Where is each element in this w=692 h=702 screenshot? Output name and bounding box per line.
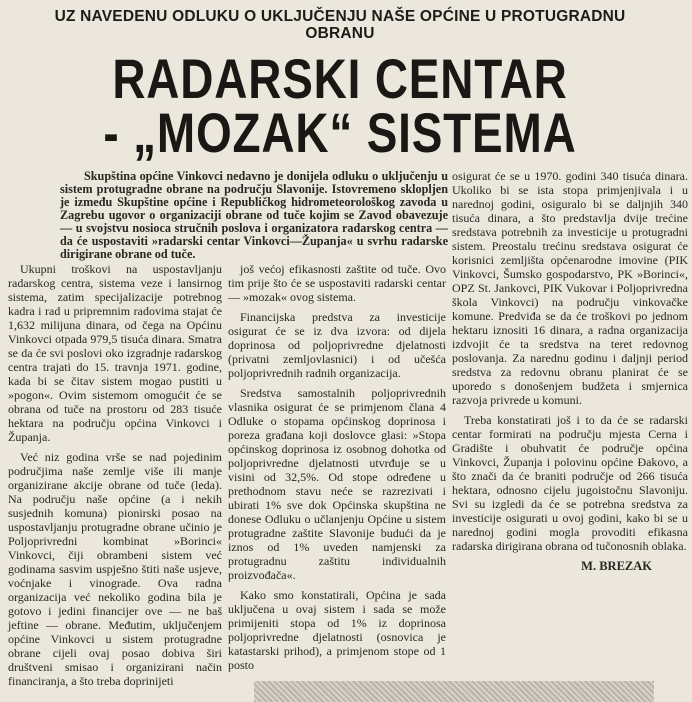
column-2 — [228, 262, 446, 678]
byline: M. BREZAK — [581, 559, 652, 573]
paragraph: Financijska predstva za investicije osigurat će se iz dva izvora: od dijela doprinosa od poljoprivredne djelatnosti (privatni zemljovlasnici) i od učešća poljoprivrednih radnih organizacija. — [228, 310, 446, 380]
lead-paragraph: Skupština općine Vinkovci nedavno je donijela odluku o uključenju u sistem protugradne obrane na području Slavonije. Istovremeno sklopljen je između Skupštine općine i Republičkog hidrometeorološkog zavoda u Zagrebu ugovor o organizaciji obrane od tuče kojim se Zavod obavezuje — u svojstvu nosioca stručnih poslova i organizatora radarskog centra — da će uspostaviti »radarski centar Vinkovci—Županja« u svrhu radarske dirigirane obrane od tuče. — [60, 169, 448, 261]
paragraph: osigurat će se u 1970. godini 340 tisuća dinara. Ukoliko bi se ista stopa primjenjivala i u narednoj godini, osiguralo bi se daljnjih 340 tisuća dinara, a što predstavlja dvije trećine sredstava potrebnih za investicije u protugradni sistem. Preostalu trećinu sredstava osigurat će korisnici zemljišta općenarodne imovine (PIK Vinkovci, Šumsko gospodarstvo, PK »Borinci«, OPZ St. Jankovci, PIK Vukovar i Poljoprivredna škola Vinkovci) na području vinkovačke komune. Predviđa se da će troškovi po jednom hektaru iznositi 16 dinara, a radna organizacija izdvojit će ta sredstva na teret redovnog poslovanja. Za narednu godinu i daljnji period sredstva za redovnu obranu planirat će se uporedo s donošenjem budžeta i smjernica razvoja privrede u komuni. — [452, 169, 688, 407]
headline — [94, 47, 586, 164]
paragraph: Treba konstatirati još i to da će se radarski centar formirati na području mjesta Cerna i Gradište i obuhvatit će područje općina Vinkovci, Županja i polovinu općine Đakovo, a što znači da će braniti područje od 266 tisuća hektara, odnosno cijelu jugoistočnu Slavoniju. Svi su izgledi da će se potrebna sredstva za investicije osigurati u ovoj godini, kako bi se u narednoj godini mogla provoditi efikasna radarska dirigirana obrana od tučonosnih oblaka. — [452, 413, 688, 553]
headline-line-1: RADARSKI CENTAR — [112, 47, 568, 110]
photo-strip — [254, 681, 654, 702]
headline-line-2: - „MOZAK“ SISTEMA — [103, 101, 577, 164]
paragraph: Već niz godina vrše se nad pojedinim područjima naše zemlje više ili manje organizirane akcije obrane od tuče (leda). Na području naše općine (a i nekih susjednih komuna) pionirski posao na uspostavljanju protugradne obrane učinio je Poljoprivredni kombinat »Borinci« Vinkovci, čiji obrambeni sistem već godinama sasvim uspješno štiti naše usjeve, voćnjake i vinograde. Ova radna organizacija već nekoliko godina bila je gotovo i jedini financijer ove — ne baš jeftine — obrane. Međutim, uključenjem općine Vinkovci u sistem protugradne obrane cijeli ovaj posao dobiva širi društveni smisao i organizirani način financiranja, a što treba doprinijeti — [8, 450, 222, 688]
paragraph: Sredstva samostalnih poljoprivrednih vlasnika osigurat će se primjenom člana 4 Odluke o stopama općinskog doprinosa i poreza građana koji doslovce glasi: »Stopa općinskog doprinosa iz osobnog dohotka od poljoprivredne djelatnosti utvrđuje se u visini od 32,5%. Od stope određene u prethodnom stavu neće se razrezivati i ubirati 1% sve dok Općinska skupština ne donese Odluku o učlanjenju Općine u sistem protugradne zaštite Slavonije budući da je iznos od 1% uveden namjenski za protugradnu zaštitu individualnih proizvođača«. — [228, 386, 446, 582]
paragraph: Ukupni troškovi na uspostavljanju radarskog centra, sistema veze i lansirnog sistema, zatim specijalizacije potrebnog kadra i rad u pripremnim radovima stajat će 1,632 milijuna dinara, od čega na Općinu Vinkovci otpada 979,5 tisuća dinara. Smatra se da će svi poslovi oko izgradnje radarskog centra trajati do 15. travnja 1971. godine, kada bi se čitav sistem mogao pustiti u »pogon«. Ovim sistemom omogućit će se obrana od tuče na prostoru od 283 tisuće hektara na području općina Vinkovci i Županja. — [8, 262, 222, 444]
column-3 — [452, 169, 688, 573]
paragraph: još većoj efikasnosti zaštite od tuče. Ovo tim prije što će se uspostaviti radarski centar — »mozak« ovog sistema. — [228, 262, 446, 304]
kicker: UZ NAVEDENU ODLUKU O UKLJUČENJU NAŠE OPĆINE U PROTUGRADNU OBRANU — [54, 8, 626, 42]
column-1 — [8, 262, 222, 694]
paragraph: Kako smo konstatirali, Općina je sada uključena u ovaj sistem i sada se može primijeniti stopa od 1% iz doprinosa poljoprivredne djelatnosti (osnovica je katastarski prihod), a primjenom stope od 1 posto — [228, 588, 446, 672]
